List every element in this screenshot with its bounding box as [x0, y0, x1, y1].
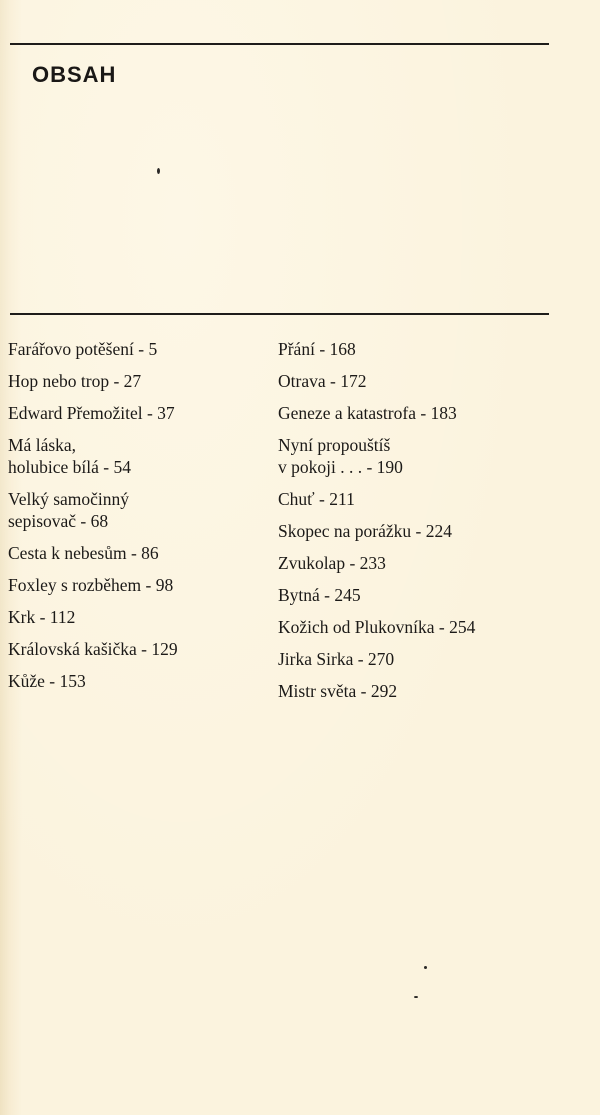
page-title: OBSAH	[32, 62, 117, 87]
top-rule	[10, 43, 549, 45]
contents-entry: Nyní propouštíš v pokoji . . . - 190	[278, 435, 403, 477]
contents-entry: Otrava - 172	[278, 371, 367, 391]
ink-speck	[157, 168, 160, 174]
contents-entry: Bytná - 245	[278, 585, 361, 605]
contents-entry: Krk - 112	[8, 607, 76, 627]
ink-speck	[424, 966, 427, 969]
contents-entry: Farářovo potěšení - 5	[8, 339, 158, 359]
ink-speck	[414, 996, 418, 998]
contents-entry: Cesta k nebesům - 86	[8, 543, 159, 563]
contents-entry: Přání - 168	[278, 339, 356, 359]
contents-entry: Má láska, holubice bílá - 54	[8, 435, 131, 477]
contents-entry: Chuť - 211	[278, 489, 355, 509]
contents-entry: Skopec na porážku - 224	[278, 521, 452, 541]
contents-entry: Jirka Sirka - 270	[278, 649, 395, 669]
contents-entry: Kožich od Plukovníka - 254	[278, 617, 476, 637]
middle-rule	[10, 313, 549, 315]
contents-entry: Edward Přemožitel - 37	[8, 403, 175, 423]
contents-entry: Zvukolap - 233	[278, 553, 386, 573]
contents-entry: Kůže - 153	[8, 671, 86, 691]
contents-entry: Královská kašička - 129	[8, 639, 178, 659]
contents-entry: Hop nebo trop - 27	[8, 371, 142, 391]
contents-entry: Foxley s rozběhem - 98	[8, 575, 174, 595]
contents-column-right	[278, 338, 578, 712]
contents-column-left	[8, 338, 263, 702]
contents-entry: Velký samočinný sepisovač - 68	[8, 489, 130, 531]
contents-entry: Mistr světa - 292	[278, 681, 398, 701]
contents-entry: Geneze a katastrofa - 183	[278, 403, 457, 423]
